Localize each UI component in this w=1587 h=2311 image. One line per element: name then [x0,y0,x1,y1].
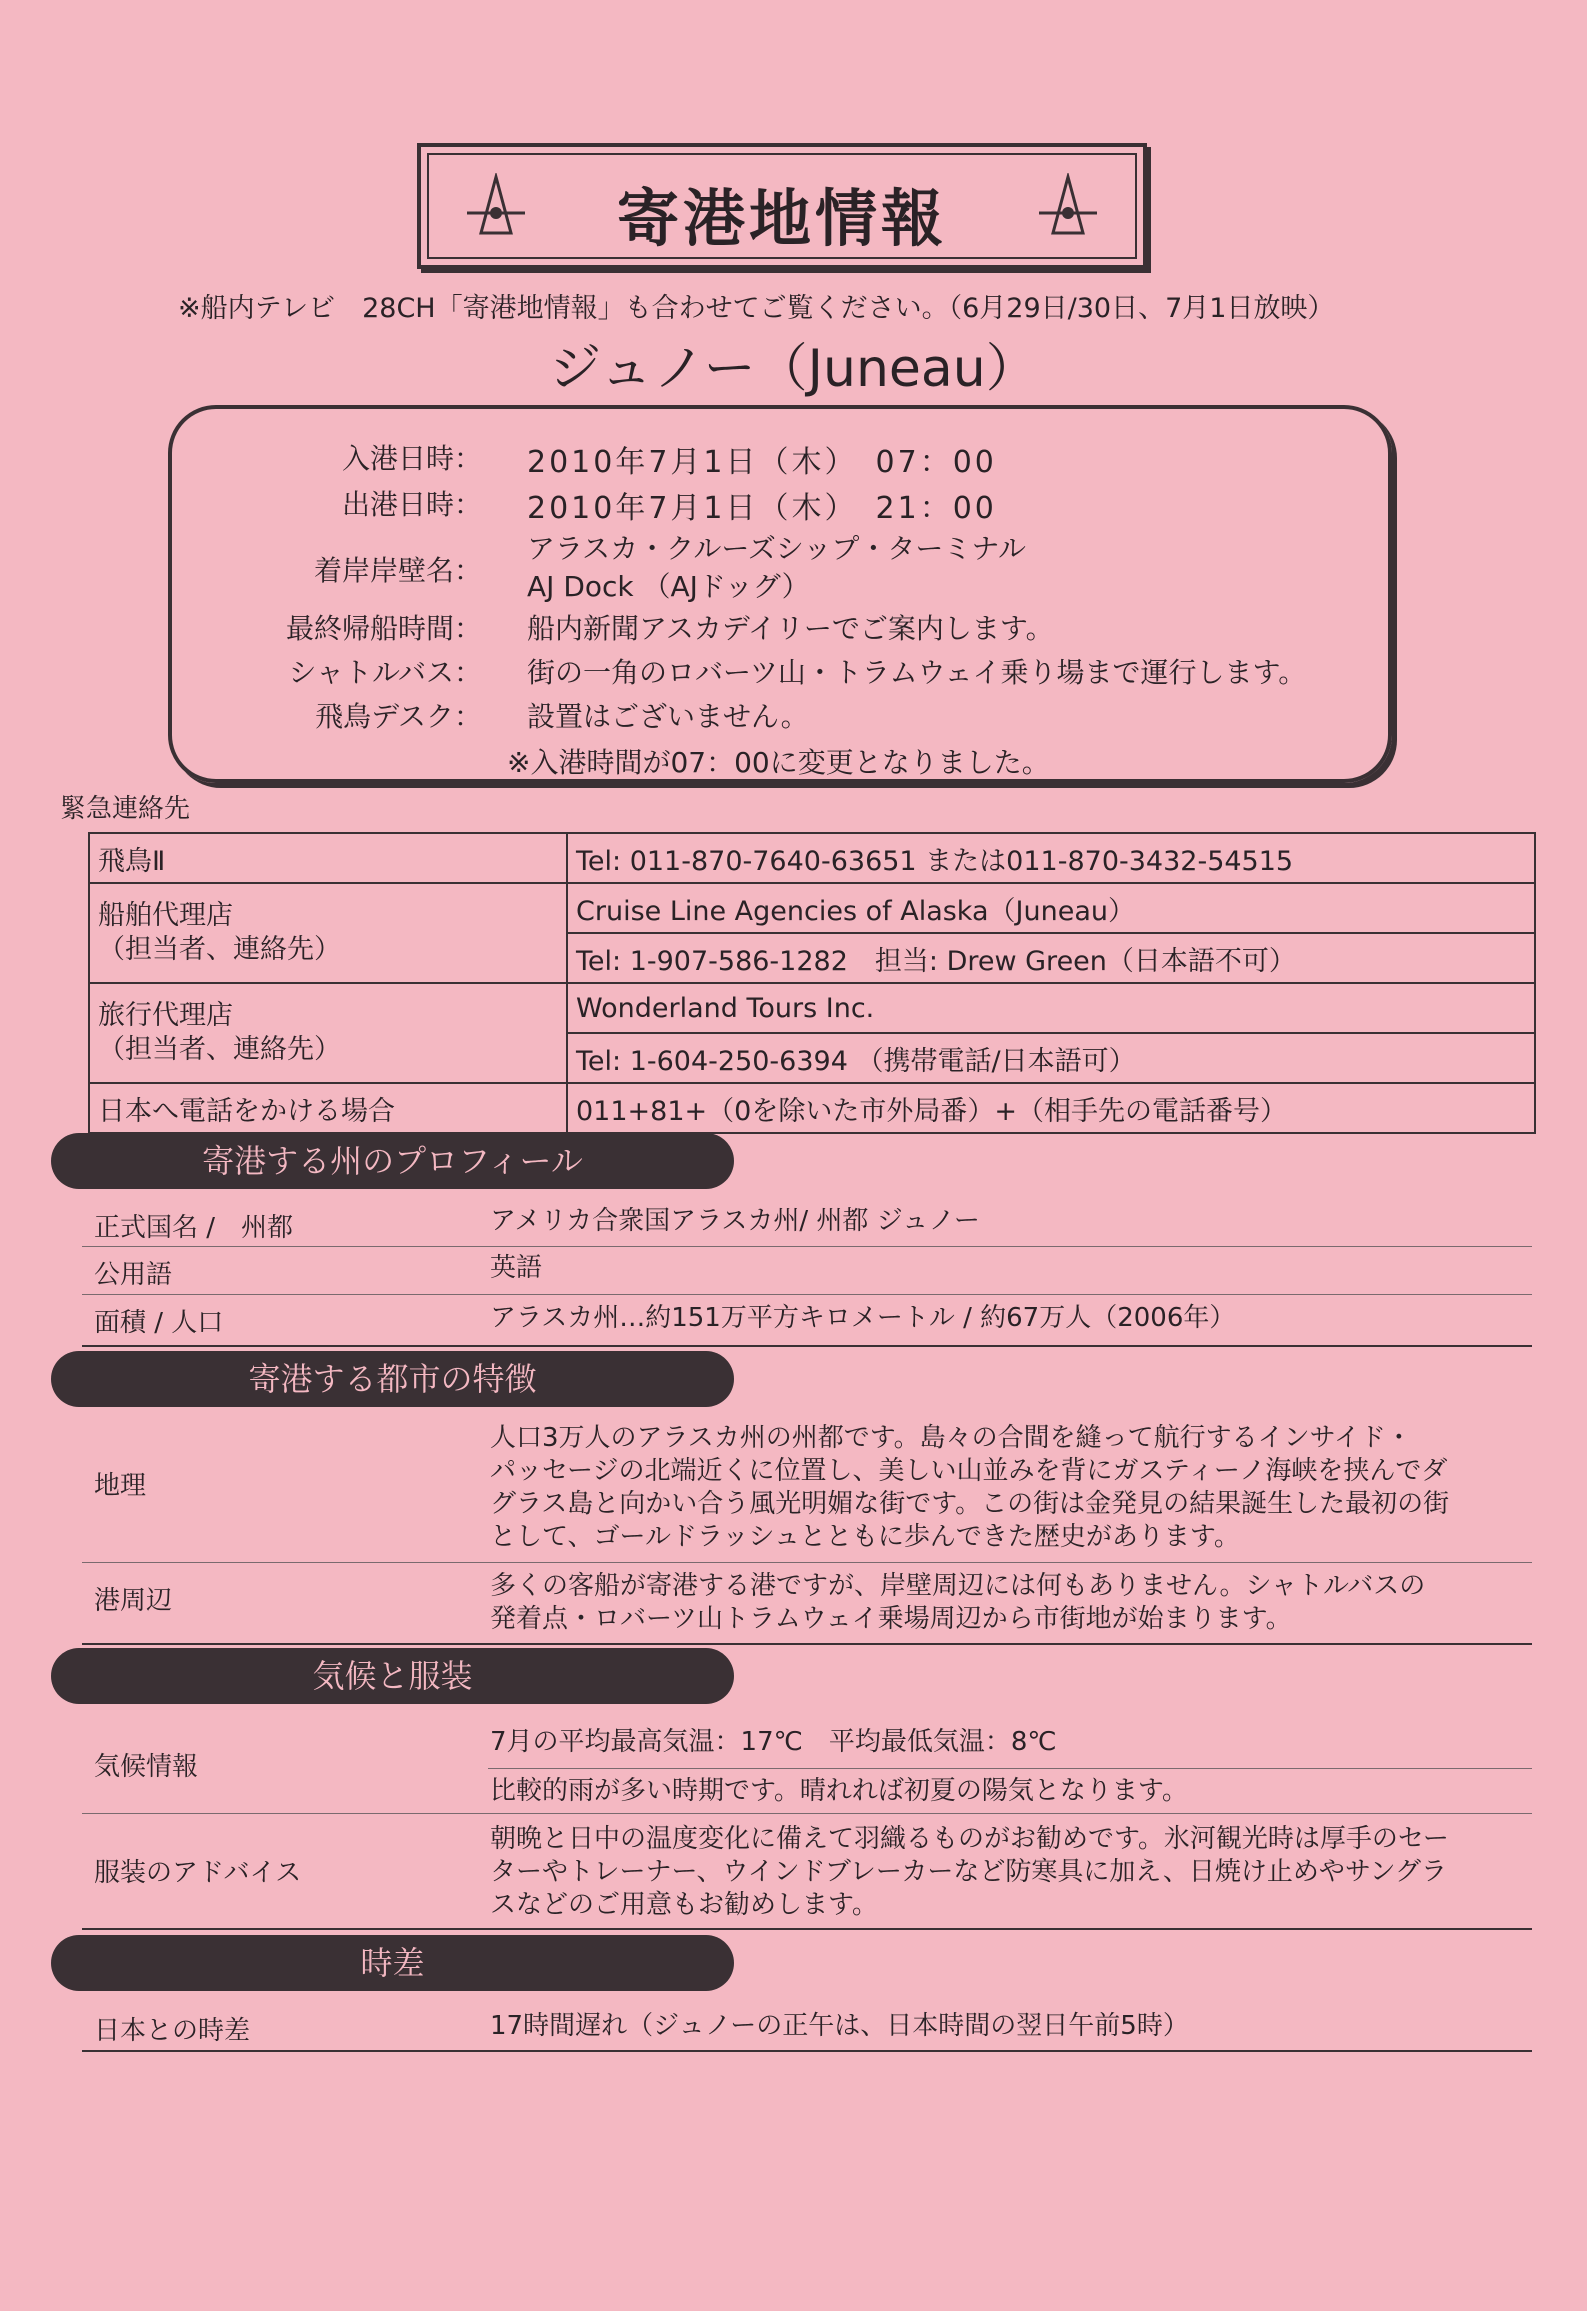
emergency-value-ship-agent-name: Cruise Line Agencies of Alaska（Juneau） [567,883,1535,933]
clothing-advice-line-3: スなどのご用意もお勧めします。 [490,1890,878,1920]
state-profile-heading: 寄港する州のプロフィール [51,1133,734,1189]
emergency-value-travel-agent-tel: Tel: 1-604-250-6394 （携帯電話/日本語可） [567,1033,1535,1083]
berth-value-1: アラスカ・クルーズシップ・ターミナル [527,532,1026,565]
arrival-value: 2010年7月1日（木） 07：00 [527,445,997,480]
divider [82,1928,1532,1930]
berth-value-2: AJ Dock （AJドッグ） [527,570,810,603]
port-area-label: 港周辺 [94,1586,173,1616]
last-boarding-value: 船内新聞アスカデイリーでご案内します。 [527,612,1054,645]
emergency-value-travel-agent-name: Wonderland Tours Inc. [567,983,1535,1033]
table-row [89,983,1535,1033]
profile-label-area: 面積 / 人口 [94,1308,224,1338]
divider [488,1768,1532,1769]
profile-value-name: アメリカ合衆国アラスカ州/ 州都 ジュノー [490,1206,980,1236]
berth-label: 着岸岸壁名： [313,554,482,587]
geography-label: 地理 [94,1471,147,1501]
departure-label: 出港日時： [341,488,482,521]
arrival-change-note: ※入港時間が07：00に変更となりました。 [507,746,1050,779]
climate-info-temps: 7月の平均最高気温：17℃ 平均最低気温：8℃ [490,1727,1057,1757]
departure-value: 2010年7月1日（木） 21：00 [527,491,997,526]
emergency-label-ship-agent: 船舶代理店 （担当者、連絡先） [89,883,567,983]
shuttle-value: 街の一角のロバーツ山・トラムウェイ乗り場まで運行します。 [527,656,1307,689]
geography-line-2: パッセージの北端近くに位置し、美しい山並みを背にガスティーノ海峡を挟んでダ [490,1456,1448,1486]
arrival-label: 入港日時： [341,442,482,475]
profile-label-name: 正式国名 / 州都 [94,1213,294,1243]
table-row [89,883,1535,933]
climate-info-weather: 比較的雨が多い時期です。晴れれば初夏の陽気となります。 [490,1776,1188,1806]
emergency-table [88,832,1536,1134]
emergency-value-asuka: Tel: 011-870-7640-63651 または011-870-3432-54515 [567,833,1535,883]
emergency-value-ship-agent-tel: Tel: 1-907-586-1282 担当: Drew Green（日本語不可） [567,933,1535,983]
divider [82,2050,1532,2052]
profile-label-language: 公用語 [94,1260,173,1290]
climate-heading: 気候と服装 [51,1648,734,1704]
title-box [417,143,1147,269]
profile-value-area: アラスカ州…約151万平方キロメートル / 約67万人（2006年） [490,1303,1236,1333]
divider [82,1643,1532,1645]
tv-note: ※船内テレビ 28CH「寄港地情報」も合わせてご覧ください。（6月29日/30日、7月1日放映） [178,293,1335,324]
emergency-value-call-japan: 011+81+（0を除いた市外局番）+（相手先の電話番号） [567,1083,1535,1133]
divider [82,1294,1532,1295]
city-features-heading: 寄港する都市の特徴 [51,1351,734,1407]
clothing-advice-line-1: 朝晩と日中の温度変化に備えて羽織るものがお勧めです。氷河観光時は厚手のセー [490,1824,1449,1854]
divider [82,1562,1532,1563]
last-boarding-label: 最終帰船時間： [285,612,482,645]
emergency-title: 緊急連絡先 [60,794,191,824]
geography-line-1: 人口3万人のアラスカ州の州都です。島々の合間を縫って航行するインサイド・ [490,1423,1412,1453]
clothing-advice-label: 服装のアドバイス [94,1858,302,1888]
port-area-line-2: 発着点・ロバーツ山トラムウェイ乗場周辺から市街地が始まります。 [490,1604,1292,1634]
page-title: 寄港地情報 [616,182,947,255]
climate-info-label: 気候情報 [94,1752,199,1782]
port-area-line-1: 多くの客船が寄港する港ですが、岸壁周辺には何もありません。シャトルバスの [490,1571,1426,1601]
desk-label: 飛鳥デスク： [315,700,482,733]
ship-logo-icon [1033,173,1103,243]
divider [82,1345,1532,1347]
divider [82,1813,1532,1814]
clothing-advice-line-2: ターやトレーナー、ウインドブレーカーなど防寒具に加え、日焼け止めやサングラ [490,1857,1448,1887]
emergency-label-call-japan: 日本へ電話をかける場合 [89,1083,567,1133]
geography-line-4: として、ゴールドラッシュとともに歩んできた歴史があります。 [490,1522,1240,1552]
geography-line-3: グラス島と向かい合う風光明媚な街です。この街は金発見の結果誕生した最初の街 [490,1489,1450,1519]
port-info-box [168,405,1392,783]
divider [82,1246,1532,1247]
shuttle-label: シャトルバス： [288,656,482,689]
table-row [89,1083,1535,1133]
desk-value: 設置はございません。 [527,700,809,733]
time-difference-heading: 時差 [51,1935,734,1991]
table-row [89,833,1535,883]
time-difference-label: 日本との時差 [94,2016,251,2046]
time-difference-value: 17時間遅れ（ジュノーの正午は、日本時間の翌日午前5時） [490,2011,1189,2041]
port-name: ジュノー（Juneau） [549,339,1038,399]
emergency-label-asuka: 飛鳥Ⅱ [89,833,567,883]
profile-value-language: 英語 [490,1253,543,1283]
emergency-label-travel-agent: 旅行代理店 （担当者、連絡先） [89,983,567,1083]
